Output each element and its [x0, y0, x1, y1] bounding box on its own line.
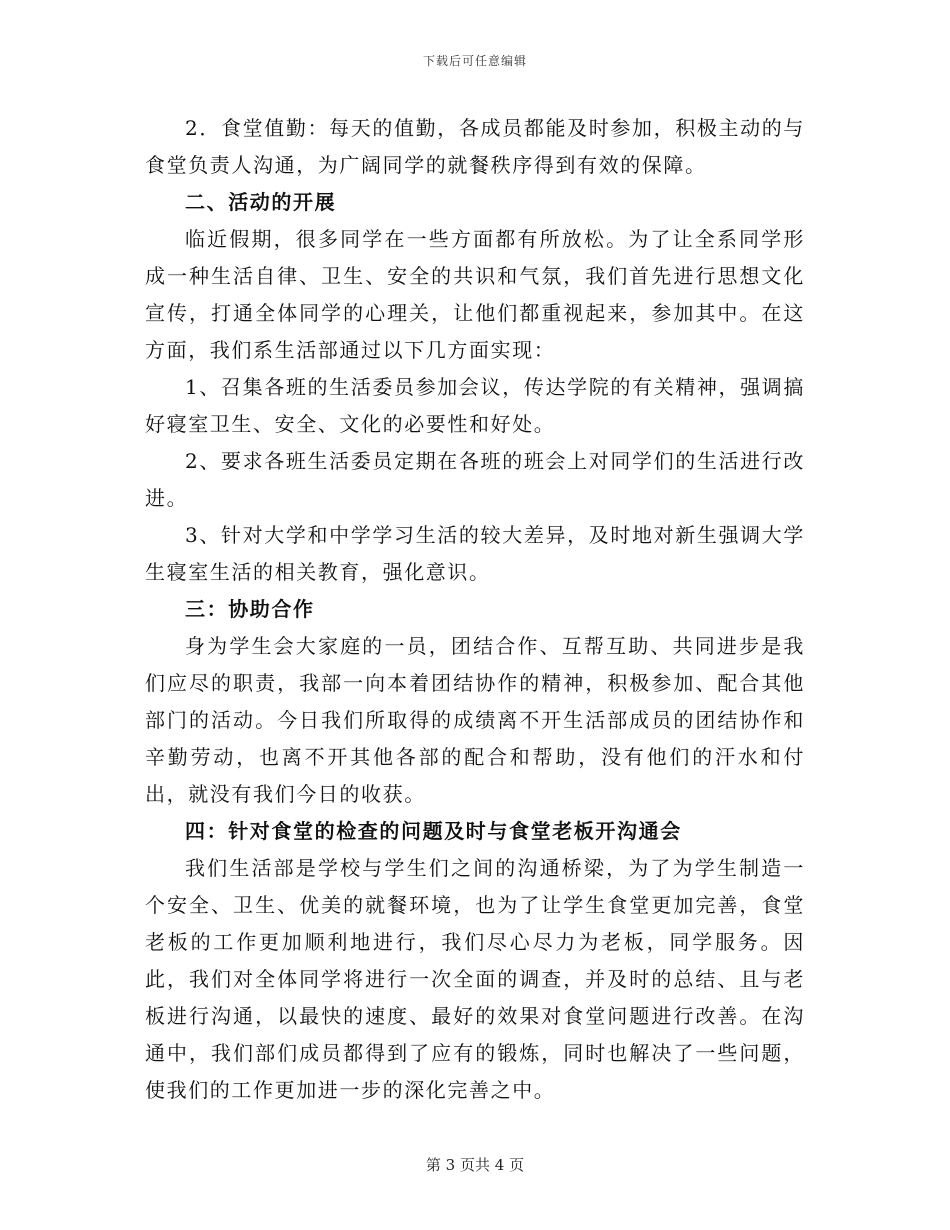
- paragraph-cooperation: 身为学生会大家庭的一员，团结合作、互帮互助、共同进步是我们应尽的职责，我部一向本着团结协作的精神，积极参加、配合其他部门的活动。今日我们所取得的成绩离不开生活部成员的团结协作和辛勤劳动，也离不开其他各部的配合和帮助，没有他们的汗水和付出，就没有我们今日的收获。: [145, 634, 805, 806]
- paragraph-item-3: 3、针对大学和中学学习生活的较大差异，及时地对新生强调大学生寝室生活的相关教育，强化意识。: [145, 523, 805, 584]
- section-heading-activities: 二、活动的开展: [185, 190, 337, 214]
- paragraph-canteen-meeting: 我们生活部是学校与学生们之间的沟通桥梁，为了为学生制造一个安全、卫生、优美的就餐环境，也为了让学生食堂更加完善，食堂老板的工作更加顺利地进行，我们尽心尽力为老板，同学服务。因此，我们对全体同学将进行一次全面的调查，并及时的总结、且与老板进行沟通，以最快的速度、最好的效果对食堂问题进行改善。在沟通中，我们部们成员都得到了应有的锻炼，同时也解决了一些问题，使我们的工作更加进一步的深化完善之中。: [145, 856, 805, 1102]
- page-number: 第 3 页共 4 页: [425, 1156, 525, 1174]
- paragraph-item-1: 1、召集各班的生活委员参加会议，传达学院的有关精神，强调搞好寝室卫生、安全、文化的必要性和好处。: [145, 375, 805, 436]
- page-header-note: 下载后可任意编辑: [422, 54, 527, 68]
- section-heading-cooperation: 三：协助合作: [185, 597, 315, 621]
- document-body: [145, 110, 805, 1109]
- section-heading-canteen-meeting: 四：针对食堂的检查的问题及时与食堂老板开沟通会: [185, 819, 682, 843]
- paragraph-activities-intro: 临近假期，很多同学在一些方面都有所放松。为了让全系同学形成一种生活自律、卫生、安全的共识和气氛，我们首先进行思想文化宣传，打通全体同学的心理关，让他们都重视起来，参加其中。在这方面，我们系生活部通过以下几方面实现：: [145, 227, 805, 362]
- paragraph-canteen-duty: 2．食堂值勤：每天的值勤，各成员都能及时参加，积极主动的与食堂负责人沟通，为广阔同学的就餐秩序得到有效的保障。: [145, 116, 805, 177]
- paragraph-item-2: 2、要求各班生活委员定期在各班的班会上对同学们的生活进行改进。: [145, 449, 805, 510]
